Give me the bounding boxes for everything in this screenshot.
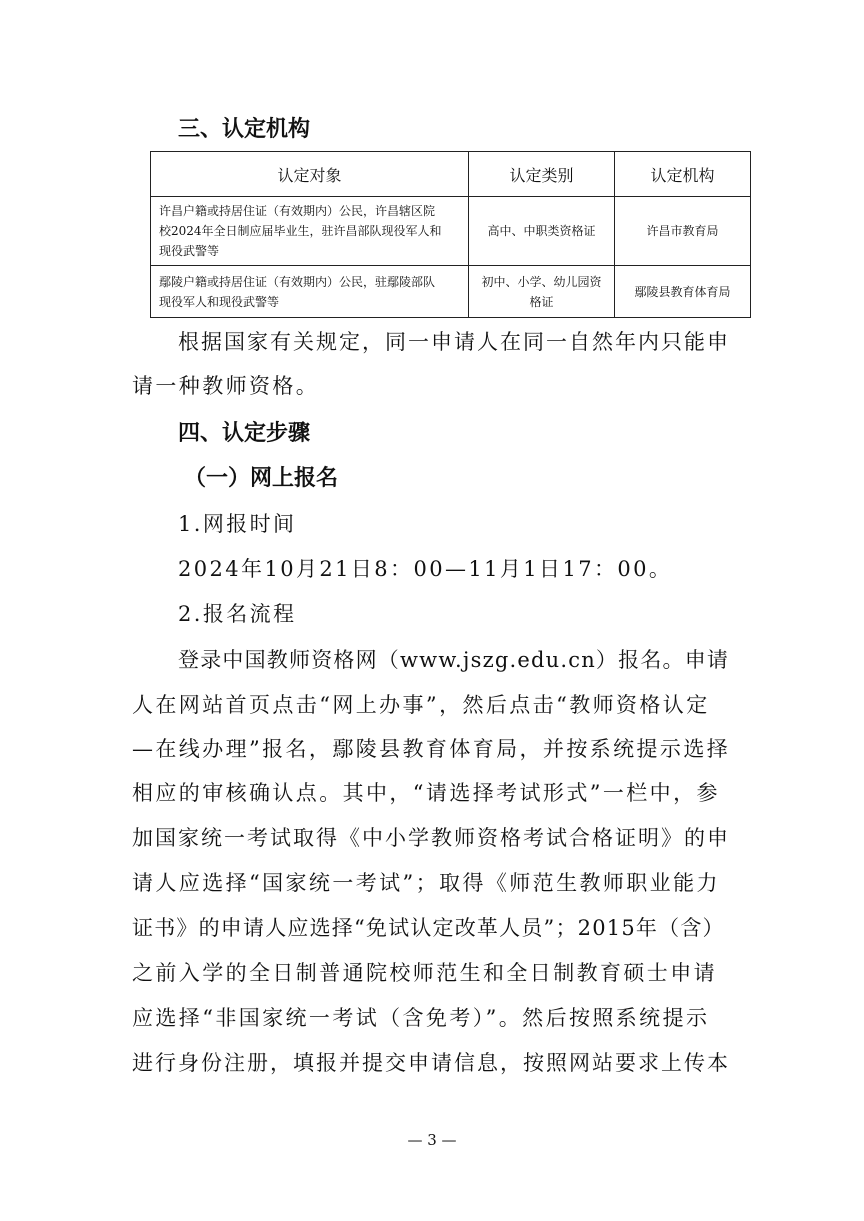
item2-title: 2.报名流程 <box>178 602 297 626</box>
section4-heading: 四、认定步骤 <box>178 421 311 446</box>
page-number: — 3 — <box>407 1131 457 1149</box>
paragraph-line: 之前入学的全日制普通院校师范生和全日制教育硕士申请 <box>132 961 717 985</box>
rule-line: 请一种教师资格。 <box>132 374 320 398</box>
row-category <box>469 266 615 318</box>
table-row <box>151 266 751 318</box>
subsection-online-registration: （一）网上报名 <box>184 466 339 491</box>
certification-table <box>150 151 751 318</box>
header-category: 认定类别 <box>469 152 615 197</box>
section3-heading: 三、认定机构 <box>178 117 311 142</box>
item1-text: 2024年10月21日8：00—11月1日17：00。 <box>178 557 673 581</box>
paragraph-line: 应选择“非国家统一考试（含免考）”。然后按照系统提示 <box>132 1006 710 1030</box>
table-row <box>151 197 751 266</box>
paragraph-line: 人在网站首页点击“网上办事”，然后点击“教师资格认定 <box>132 693 710 717</box>
paragraph-line: 加国家统一考试取得《中小学教师资格考试合格证明》的申 <box>132 826 730 850</box>
row-agency: 许昌市教育局 <box>615 197 751 266</box>
row-category-line: 初中、小学、幼儿园资 <box>481 274 602 289</box>
paragraph-line: —在线办理”报名，鄢陵县教育体育局，并按系统提示选择 <box>132 737 731 761</box>
row-object-line: 许昌户籍或持居住证（有效期内）公民，许昌辖区院 <box>159 204 436 218</box>
table-header-row <box>151 152 751 197</box>
row-category-line: 格证 <box>529 294 554 309</box>
row-object-line: 鄢陵户籍或持居住证（有效期内）公民，驻鄢陵部队 <box>159 274 436 289</box>
header-agency: 认定机构 <box>615 152 751 197</box>
paragraph-line: 证书》的申请人应选择“免试认定改革人员”；2015年（含） <box>132 916 725 940</box>
rule-line: 根据国家有关规定，同一申请人在同一自然年内只能申 <box>178 330 730 354</box>
header-object: 认定对象 <box>151 152 469 197</box>
paragraph-line: 相应的审核确认点。其中，“请选择考试形式”一栏中，参 <box>132 781 720 805</box>
row-object-line: 现役武警等 <box>159 244 220 258</box>
paragraph-line: 进行身份注册，填报并提交申请信息，按照网站要求上传本 <box>132 1051 730 1075</box>
paragraph-line: 请人应选择“国家统一考试”；取得《师范生教师职业能力 <box>132 871 720 895</box>
row-agency: 鄢陵县教育体育局 <box>615 266 751 318</box>
row-category <box>469 197 615 266</box>
row-object <box>151 197 469 266</box>
paragraph-line: 登录中国教师资格网（www.jszg.edu.cn）报名。申请 <box>178 648 730 672</box>
row-object <box>151 266 469 318</box>
item1-title: 1.网报时间 <box>178 512 297 536</box>
row-category-line: 高中、中职类资格证 <box>487 224 596 238</box>
row-object-line: 校2024年全日制应届毕业生，驻许昌部队现役军人和 <box>159 224 442 238</box>
row-object-line: 现役军人和现役武警等 <box>159 294 280 309</box>
